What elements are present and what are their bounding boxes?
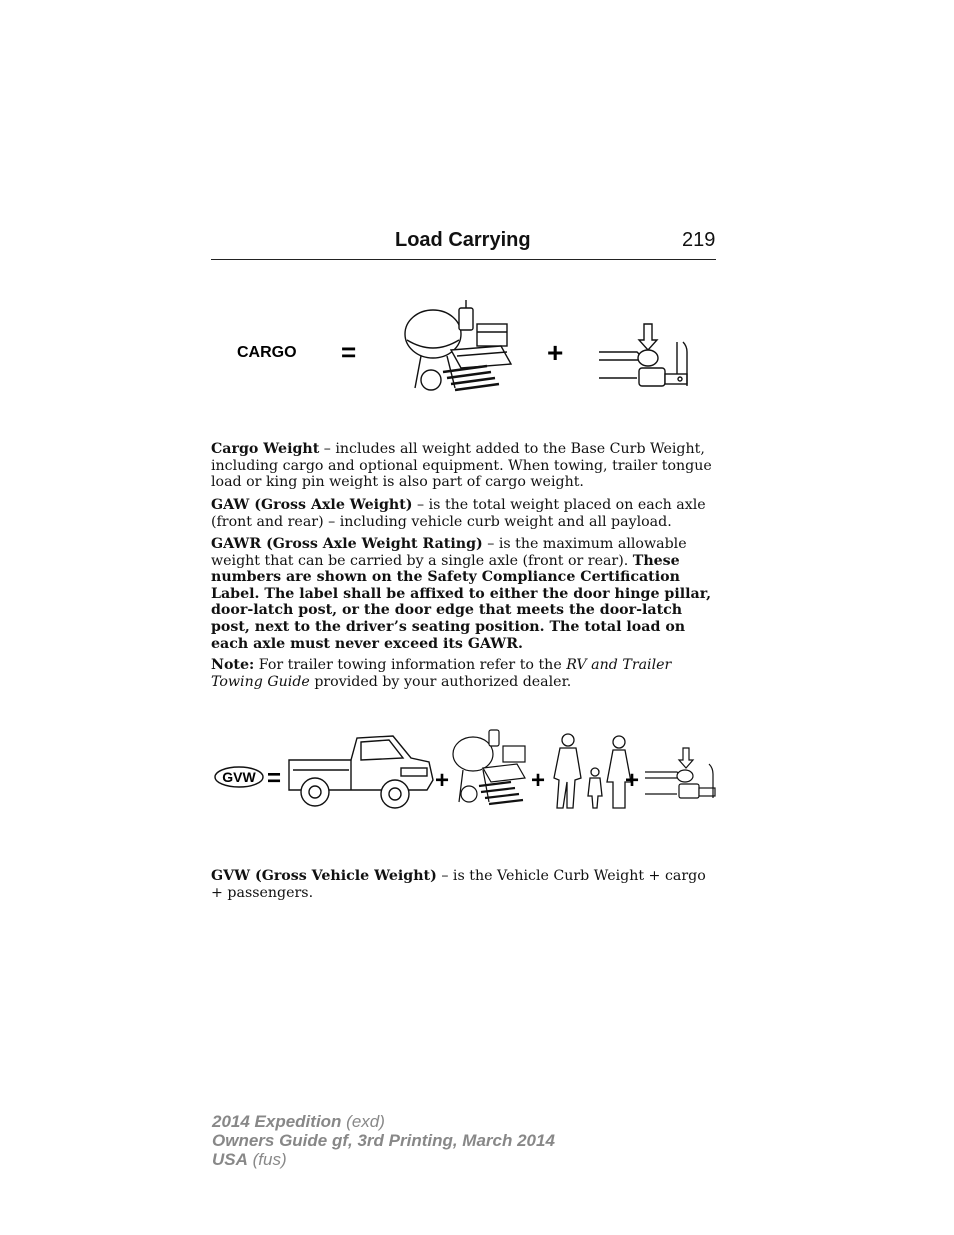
cargo-weight-term: Cargo Weight [211,441,320,457]
note-text-1: For trailer towing information refer to the [254,657,567,673]
equals-sign: = [341,337,357,367]
gaw-term: GAW (Gross Axle Weight) [211,497,413,513]
gawr-term: GAWR (Gross Axle Weight Rating) [211,536,483,552]
cargo-weight-text: – includes all weight added to the Base Curb Weight, including cargo and optional equipment. When towing, trailer tongue load or king pin weight is also part of cargo weight. [211,441,712,491]
footer-edition-line: Owners Guide gf, 3rd Printing, March 2014 [212,1131,555,1150]
plus-sign-2: + [531,767,546,794]
cargo-label: CARGO [237,344,297,361]
gvw-badge [215,767,263,787]
cargo-weight-paragraph [211,441,717,491]
gvw-equals-sign: = [267,765,282,792]
gvw-term: GVW (Gross Vehicle Weight) [211,868,437,884]
pickup-truck-icon [289,736,433,808]
trailer-hitch-icon [599,324,687,386]
footer-model-line [212,1112,385,1132]
section-title: Load Carrying [395,229,531,251]
cargo-illustration [211,290,717,400]
footer-market-line [212,1150,287,1170]
plus-sign-3: + [625,767,640,794]
plus-sign-1: + [435,767,450,794]
gvw-illustration [211,722,717,820]
gawr-text: – is the maximum allowable weight that can be carried by a single axle (front or rear). [211,536,687,569]
camping-gear-icon [405,300,511,390]
gaw-paragraph [211,497,717,530]
note-paragraph [211,657,717,690]
header-rule [211,259,716,260]
page-number: 219 [682,229,716,251]
passengers-icon [554,734,631,808]
gvw-paragraph [211,868,717,901]
gaw-text: – is the total weight placed on each axle (front and rear) – including vehicle curb weight and all payload. [211,497,706,530]
plus-sign: + [547,337,564,368]
footer-model-code: (exd) [341,1112,385,1131]
camping-gear-icon [453,730,525,804]
gvw-text: – is the Vehicle Curb Weight + cargo + passengers. [211,868,706,901]
footer-market: USA [212,1150,248,1169]
gawr-paragraph [211,536,717,652]
footer-model: 2014 Expedition [212,1112,342,1131]
note-text-2: provided by your authorized dealer. [309,673,572,690]
gawr-warning: These numbers are shown on the Safety Compliance Certification Label. The label shall be affixed to either the door hinge pillar, door-latch post, or the door edge that meets the door-latch post, next to the driver’s seating position. The total load on each axle must never exceed its GAWR. [211,552,712,652]
gvw-label: GVW [222,769,256,785]
trailer-hitch-icon [645,748,715,798]
footer-market-code: (fus) [247,1150,287,1169]
rv-trailer-guide-title: RV and Trailer Towing Guide [211,657,672,690]
note-term: Note: [211,657,255,673]
